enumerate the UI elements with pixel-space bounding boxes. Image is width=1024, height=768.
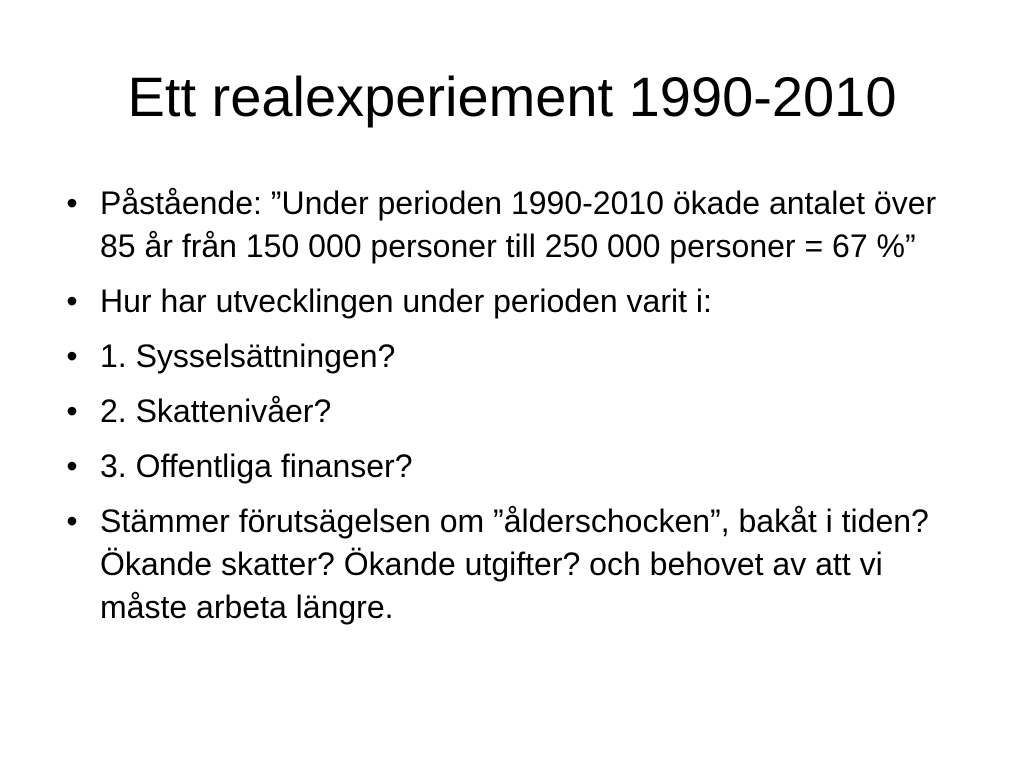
bullet-item-claim — [60, 182, 960, 268]
bullet-list — [60, 182, 960, 629]
bullet-item-age-shock — [60, 500, 960, 629]
bullet-text: Stämmer förutsägelsen om ”ålderschocken”, bakåt i tiden? Ökande skatter? Ökande utgifter? och behovet av att vi måste arbeta längre. — [100, 503, 929, 625]
bullet-icon: • — [66, 185, 78, 221]
bullet-icon: • — [66, 283, 78, 319]
bullet-text: Hur har utvecklingen under perioden varit i: — [100, 283, 712, 319]
bullet-icon: • — [66, 338, 78, 374]
bullet-item-public-finances — [60, 445, 960, 488]
bullet-text: 1. Sysselsättningen? — [100, 338, 396, 374]
slide-title: Ett realexperiement 1990-2010 — [127, 65, 897, 128]
bullet-icon: • — [66, 503, 78, 539]
bullet-text: 3. Offentliga finanser? — [100, 448, 413, 484]
bullet-icon: • — [66, 393, 78, 429]
bullet-text: Påstående: ”Under perioden 1990-2010 ökade antalet över 85 år från 150 000 personer till 250 000 personer = 67 %” — [100, 185, 937, 264]
bullet-item-question — [60, 280, 960, 323]
bullet-icon: • — [66, 448, 78, 484]
bullet-text: 2. Skattenivåer? — [100, 393, 332, 429]
bullet-item-employment — [60, 335, 960, 378]
bullet-item-tax-levels — [60, 390, 960, 433]
